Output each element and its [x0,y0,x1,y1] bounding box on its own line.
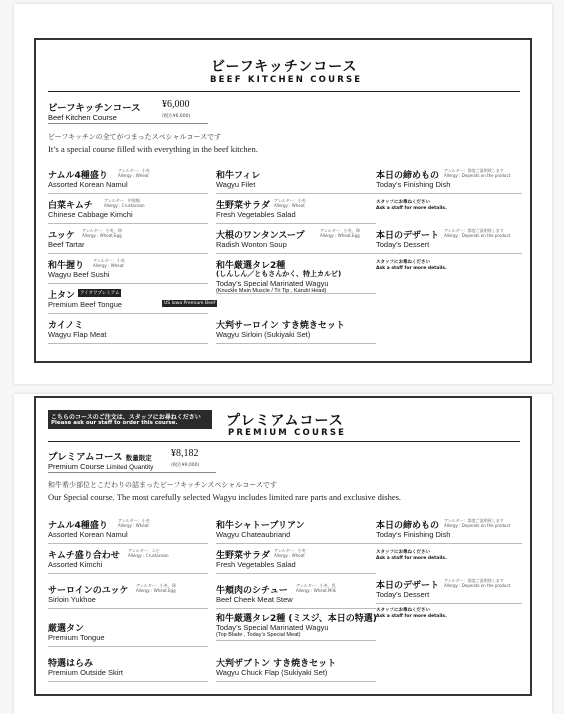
beef-kitchen-course-card [34,38,532,363]
menu-item: 和牛厳選タレ2種 (しんしん／ともさんかく、特上カルビ) Today’s Special Marinated Wagyu (Knuckle Main Muscle / Tri Tip , Karubi Head) [216,258,376,294]
staff-note: スタッフにお尋ねください Ask a staff for more details. [376,608,447,619]
menu-item: 和牛握り アレルギー：小麦 Allergy : Wheat Wagyu Beef Sushi [48,258,208,284]
staff-note: スタッフにお尋ねください Ask a staff for more details. [376,200,447,211]
menu-sheet-1 [14,4,552,384]
course-name: ビーフキッチンコース [48,103,141,114]
menu-item: 和牛シャトーブリアン Wagyu Chateaubriand [216,518,376,544]
menu-item: 本日のデザート アレルギー：都度ご説明致します Allergy : Depends on the product Today’s Dessert [376,228,522,254]
menu-item: 和牛フィレ Wagyu Filet [216,168,376,194]
menu-sheet-2 [14,394,552,714]
course-description: ビーフキッチンの全てがつまったスペシャルコースです [48,133,222,141]
course-price-tax: (税込¥6,600) [162,114,191,119]
staff-note: スタッフにお尋ねください Ask a staff for more details. [376,550,447,561]
course-description: 和牛希少部位とこだわりの詰まったビーフキッチンスペシャルコースです [48,481,277,489]
course-title-en: BEEF KITCHEN COURSE [210,75,363,85]
menu-item: 大根のワンタンスープ アレルギー：小麦、卵 Allergy : Wheat.Egg Radish Wonton Soup [216,228,376,254]
menu-item: ユッケ アレルギー：小麦、卵 Allergy : Wheat.Egg Beef Tartar [48,228,208,254]
name-underline [48,472,216,473]
title-rule [48,91,520,92]
iowa-premium-badge: アイオワプレミアム [80,291,120,296]
menu-item: 大判ザブトン すき焼きセット Wagyu Chuck Flap (Sukiyaki Set) [216,656,376,682]
course-description-en: It’s a special course filled with everything in the beef kitchen. [48,144,258,154]
menu-item: 特選はらみ Premium Outside Skirt [48,656,208,682]
menu-item: 白菜キムチ アレルギー：甲殻類 Allergy : Crustacean Chinese Cabbage Kimchi [48,198,208,224]
premium-course-card [34,396,532,696]
menu-item: 本日のデザート アレルギー：都度ご説明致します Allergy : Depends on the product Today’s Dessert [376,578,522,604]
course-price: ¥8,182 [171,448,199,459]
menu-item: サーロインのユッケ アレルギー：小麦、卵 Allergy : Wheat.Egg Sirloin Yukhoe [48,583,208,609]
course-name-en: Premium Course Limited Quantity [48,462,154,471]
course-title: ビーフキッチンコース [211,59,358,75]
menu-item: 大判サーロイン すき焼きセット Wagyu Sirloin (Sukiyaki Set) [216,318,376,344]
course-title: プレミアムコース [226,413,344,429]
staff-note: スタッフにお尋ねください Ask a staff for more details. [376,260,447,271]
menu-item: キムチ盛り合わせ アレルギー：エビ Allergy : Crustacean Assorted Kimchi [48,548,208,574]
course-description-en: Our Special course. The most carefully selected Wagyu includes limited rare parts and exclusive dishes. [48,492,402,502]
us-iowa-badge: US Iowa Premium Beef [164,301,216,306]
title-rule [48,441,520,442]
menu-item: 本日の締めもの アレルギー：都度ご説明致します Allergy : Depends on the product Today’s Finishing Dish [376,518,522,544]
menu-item: 和牛厳選タレ2種 (ミスジ、本日の特選) Today’s Special Marinated Wagyu (Top Blade , Today’s Special Meat) [216,611,376,641]
order-note-banner: こちらのコースのご注文は、スタッフにお尋ねください Please ask our staff to order this course. [48,410,212,429]
menu-item: ナムル4種盛り アレルギー：小麦 Allergy : Wheat Assorted Korean Namul [48,168,208,194]
course-price-tax: (税込¥9,000) [171,463,200,468]
menu-item: ナムル4種盛り アレルギー：小麦 Allergy : Wheat Assorted Korean Namul [48,518,208,544]
course-title-en: PREMIUM COURSE [228,428,347,438]
course-price: ¥6,000 [162,99,190,110]
menu-item: カイノミ Wagyu Flap Meat [48,318,208,344]
menu-item: 牛頬肉のシチュー アレルギー：小麦、乳 Allergy : Wheat.Milk Beef Cheek Meat Stew [216,583,376,609]
menu-item: 生野菜サラダ アレルギー：小麦 Allergy : Wheat Fresh Vegetables Salad [216,548,376,574]
menu-item: 上タン アイオワプレミアム Premium Beef Tongue US Iowa Premium Beef [48,288,208,314]
name-underline [48,123,208,124]
menu-item: 本日の締めもの アレルギー：都度ご説明致します Allergy : Depends on the product Today’s Finishing Dish [376,168,522,194]
course-name: プレミアムコース 数量限定 [48,452,152,463]
course-name-en: Beef Kitchen Course [48,113,117,122]
menu-item: 生野菜サラダ アレルギー：小麦 Allergy : Wheat Fresh Vegetables Salad [216,198,376,224]
menu-item: 厳選タン Premium Tongue [48,621,208,647]
